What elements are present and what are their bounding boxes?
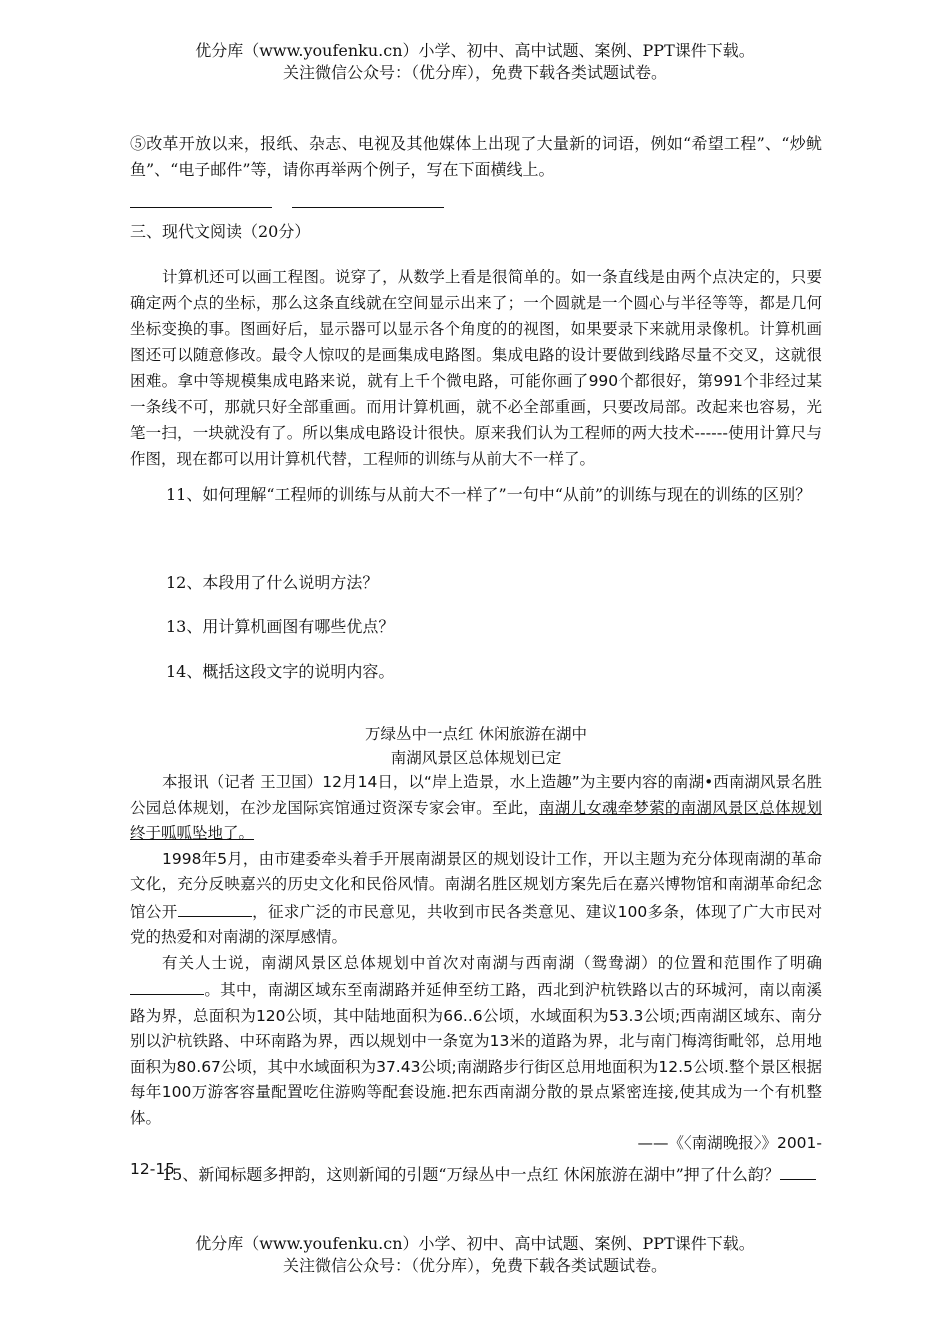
header-line-1: 优分库（www.youfenku.cn）小学、初中、高中试题、案例、PPT课件下载。 [195, 41, 755, 60]
news-paragraph-3-text-b: 。其中，南湖区域东至南湖路并延伸至纺工路，西北到沪杭铁路以古的环城河，南以南溪路为界，总面积为120公顷，其中陆地面积为66..6公顷，水域面积为53.3公顷;西南湖区域东、南分别以沪杭铁路、中环南路为界，西以规划中一条宽为13米的道路为界，北与南门梅湾街毗邻，总用地面积为80.67公顷，其中水域面积为37.43公顷;南湖路步行街区总用地面积为12.5公顷.整个景区根据每年100万游客容量配置吃住游购等配套设施.把东西南湖分散的景点紧密连接,使其成为一个有机整体。 [130, 981, 822, 1127]
question-14 [166, 659, 858, 685]
answer-lines [130, 183, 822, 213]
page-header [0, 40, 950, 84]
news-article [130, 722, 822, 1182]
question-15 [130, 1161, 822, 1188]
answer-line-1[interactable] [130, 189, 272, 208]
news-paragraph-3-text-a: 有关人士说，南湖风景区总体规划中首次对南湖与西南湖（鸳鸯湖）的位置和范围作了明确 [162, 953, 822, 972]
question-15-paragraph [130, 1161, 822, 1188]
news-paragraph-2-text-a: 1998年5月，由市建委牵头着手开展南湖景区的规划设计工作，开以主题为充分体现南湖的革命文化，充分反映嘉兴的历史文化和民俗风情。南湖名胜区规划方案先后在嘉兴博物馆和南湖革命纪念馆公开 [130, 849, 822, 921]
question-15-text: 15、新闻标题多押韵，这则新闻的引题“万绿丛中一点红 休闲旅游在湖中”押了什么韵？ [162, 1165, 780, 1184]
section-3 [130, 219, 822, 245]
footer-line-2: 关注微信公众号：（优分库），免费下载各类试题试卷。 [282, 1256, 667, 1275]
footer-line-1: 优分库（www.youfenku.cn）小学、初中、高中试题、案例、PPT课件下载。 [195, 1234, 755, 1253]
question-13 [166, 614, 858, 640]
question-11-text: 11、如何理解“工程师的训练与从前大不一样了”一句中“从前”的训练与现在的训练的区别？ [166, 485, 812, 504]
news-paragraph-1-text: 本报讯（记者 王卫国）12月14日，以“岸上造景，水上造趣”为主要内容的南湖•西南湖风景名胜公园总体规划，在沙龙国际宾馆通过资深专家会审。至此， [130, 773, 822, 817]
news-headline: 万绿丛中一点红 休闲旅游在湖中 [365, 725, 587, 743]
news-source-date: 12-15 [130, 1159, 176, 1178]
passage-text: 计算机还可以画工程图。说穿了，从数学上看是很简单的。如一条直线是由两个点决定的，只要确定两个点的坐标，那么这条直线就在空间显示出来了；一个圆就是一个圆心与半径等等，都是几何坐标变换的事。图画好后，显示器可以显示各个角度的的视图，如果要录下来就用录像机。计算机画图还可以随意修改。最令人惊叹的是画集成电路图。集成电路的设计要做到线路尽量不交叉，这就很困难。拿中等规模集成电路来说，就有上千个微电路，可能你画了990个都很好，第991个非经过某一条线不可，那就只好全部重画。而用计算机画，就不必全部重画，只要改局部。改起来也容易，光笔一扫，一块就没有了。所以集成电路设计很快。原来我们认为工程师的两大技术------使用计算尺与作图，现在都可以用计算机代替，工程师的训练与从前大不一样了。 [130, 268, 822, 468]
news-subheadline: 南湖风景区总体规划已定 [390, 749, 562, 767]
question-15-answer-blank[interactable] [780, 1161, 816, 1180]
question-12 [166, 570, 858, 596]
question-14-text: 14、概括这段文字的说明内容。 [166, 662, 395, 681]
question-5-text: ⑤改革开放以来，报纸、杂志、电视及其他媒体上出现了大量新的词语，例如“希望工程”、“炒鱿鱼”、“电子邮件”等，请你再举两个例子，写在下面横线上。 [130, 134, 822, 179]
question-13-text: 13、用计算机画图有哪些优点？ [166, 617, 395, 636]
section-3-title: 三、现代文阅读（20分） [130, 222, 311, 241]
answer-line-2[interactable] [292, 189, 444, 208]
news-paragraph-1 [130, 770, 822, 847]
question-5 [130, 131, 822, 213]
page-footer [0, 1233, 950, 1277]
header-line-2: 关注微信公众号：（优分库），免费下载各类试题试卷。 [282, 63, 667, 82]
news-source-line: ——《〈南湖晚报〉》2001- [637, 1134, 822, 1152]
reading-passage [130, 264, 822, 472]
question-11 [166, 482, 822, 508]
news-paragraph-2 [130, 847, 822, 951]
news-blank-2[interactable] [130, 976, 204, 995]
question-12-text: 12、本段用了什么说明方法？ [166, 573, 379, 592]
news-paragraph-1-underlined: 南湖儿女魂牵梦萦的南湖风景区总体规划终于呱呱坠地了。 [130, 798, 822, 842]
news-blank-1[interactable] [178, 898, 252, 917]
news-paragraph-2-text-b: ，征求广泛的市民意见，共收到市民各类意见、建议100多条，体现了广大市民对党的热爱和对南湖的深厚感情。 [130, 902, 822, 946]
news-paragraph-3 [130, 951, 822, 1132]
